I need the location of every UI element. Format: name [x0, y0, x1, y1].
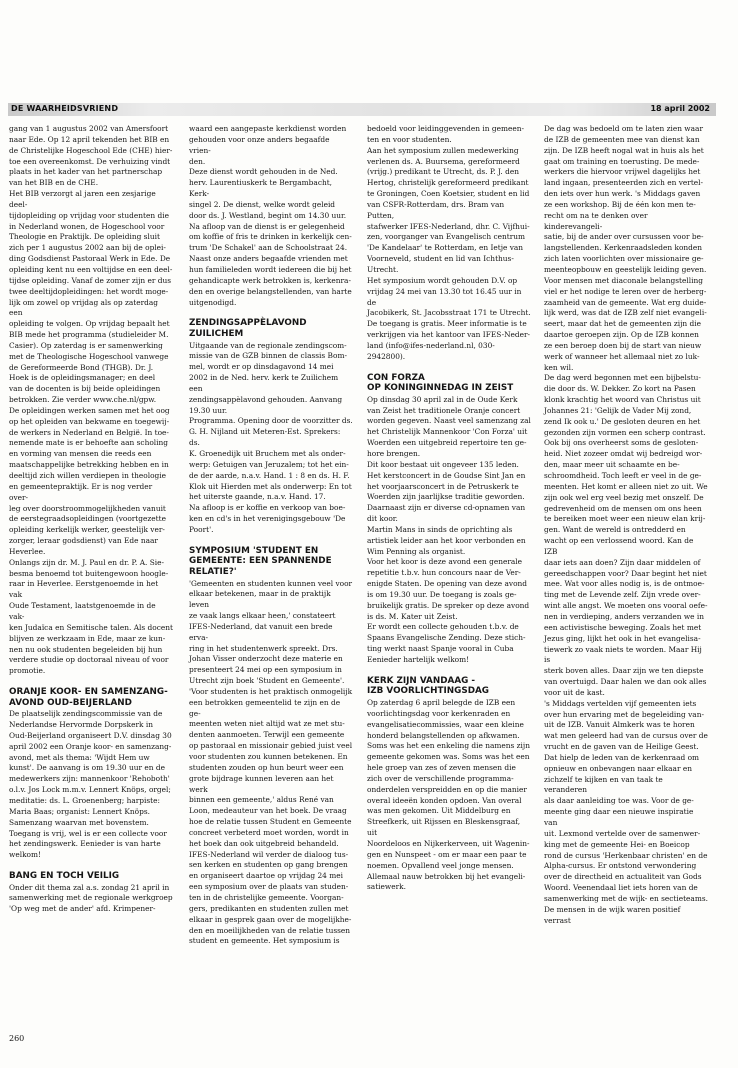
article-paragraph: bedoeld voor leidinggevenden in gemeen- ten en voor studenten. Aan het symposium zullen medewerking verlenen ds. A. Buursema, gereformeerd (vrijg.) predikant te Utrecht, ds. P. J. den Hertog, christelijk gereformeerd predikant te Groningen, Coen Koetsier, student en lid van CSFR-Rotterdam, drs. Bram van Putten, stafwerker IFES-Nederland, dhr. C. Vijfhui- zen, voorganger van Evangelisch centrum 'De Kandelaar' te Rotterdam, en Ietje van Voorneveld, student en lid van Ichthus- Utrecht. Het symposium wordt gehouden D.V. op vrijdag 24 mei van 13.30 tot 16.45 uur in de Jacobikerk, St. Jacobsstraat 171 te Utrecht. De toegang is gratis. Meer informatie is te verkrijgen via het kantoor van IFES-Neder- land (info@ifes-nederland.nl, 030- 2942800).	[367, 124, 531, 361]
article-paragraph: 'Gemeenten en studenten kunnen veel voor elkaar betekenen, maar in de praktijk leven ze vaak langs elkaar heen,' constateert IFES-Nederland, dat vanuit een brede erva- ring in het studentenwerk spreekt. Drs. Johan Visser onderzocht deze materie en presenteert 24 mei op een symposium in Utrecht zijn boek 'Student en Gemeente'. 'Voor studenten is het praktisch onmogelijk een betrokken gemeentelid te zijn en de ge- meenten weten niet altijd wat ze met stu- denten aanmoeten. Terwijl een gemeente op pastoraal en missionair gebied juist veel voor studenten zou kunnen betekenen. En studenten zouden op hun beurt weer een grote bijdrage kunnen leveren aan het werk binnen een gemeente,' aldus René van Loon, medeauteur van het boek. De vraag hoe de relatie tussen Student en Gemeente concreet verbeterd moet worden, wordt in het boek dan ook uitgebreid behandeld. IFES-Nederland wil verder de dialoog tus- sen kerken en studenten op gang brengen en organiseert daartoe op vrijdag 24 mei een symposium over de plaats van studen- ten in de christelijke gemeente. Voorgan- gers, predikanten en studenten zullen met elkaar in gesprek gaan over de mogelijkhe- den en moeilijkheden van de relatie tussen student en gemeente. Het symposium is	[189, 578, 353, 946]
article-heading: SYMPOSIUM 'STUDENT EN GEMEENTE: EEN SPANNENDE RELATIE?'	[189, 545, 332, 577]
text-column-4	[544, 124, 708, 926]
running-header	[8, 103, 716, 116]
article-paragraph: gang van 1 augustus 2002 van Amersfoort naar Ede. Op 12 april tekenden het BIB en de Christelijke Hogeschool Ede (CHE) hier- toe een overeenkomst. De verhuizing vindt plaats in het kader van het partnerschap van het BIB en de CHE. Het BIB verzorgt al jaren een zesjarige deel- tijdopleiding op vrijdag voor studenten die in Nederland wonen, de Hogeschool voor Theologie en Praktijk. De opleiding sluit zich per 1 augustus 2002 aan bij de oplei- ding Godsdienst Pastoraal Werk in Ede. De opleiding kent nu een voltijdse en een deel- tijdse opleiding. Vanaf de zomer zijn er dus twee deeltijdopleidingen: het wordt moge- lijk om zowel op vrijdag als op zaterdag een opleiding te volgen. Op vrijdag bepaalt het BIB mede het programma (studieleider M. Casier). Op zaterdag is er samenwerking met de Theologische Hogeschool vanwege de Gereformeerde Bond (THGB). Dr. J. Hoek is de opleidingsmanager; en deel van de docenten is bij beide opleidingen betrokken. Zie verder www.che.nl/gpw. De opleidingen werken samen met het oog op het opleiden van bekwame en toegewij- de werkers in Nederland en België. In toe- nemende mate is er behoefte aan scholing en vorming van mensen die reeds een maatschappelijke betrekking hebben en in deeltijd zich willen verdiepen in theologie en gemeentepraktijk. Er is nog verder over- leg over doorstroommogelijkheden vanuit de eerstegraadsopleidingen (voortgezette opleiding kerkelijk werker, geestelijk ver- zorger, leraar godsdienst) van Ede naar Heverlee. Onlangs zijn dr. M. J. Paul en dr. P. A. Sie- besma benoemd tot buitengewoon hoogle- raar in Heverlee. Eerstgenoemde in het vak Oude Testament, laatstgenoemde in de vak- ken Judaïca en Semitische talen. Als docent blijven ze werkzaam in Ede, maar ze kun- nen nu ook studenten begeleiden bij hun verdere studie op doctoraal niveau of voor promotie.	[9, 124, 173, 676]
issue-date: 18 april 2002	[650, 104, 710, 113]
text-column-2	[189, 124, 353, 947]
text-column-1	[9, 124, 173, 915]
article-heading: CON FORZA OP KONINGINNEDAG IN ZEIST	[367, 372, 514, 394]
article-paragraph: waard een aangepaste kerkdienst worden gehouden voor onze anders begaafde vrien- den. Deze dienst wordt gehouden in de Ned. herv. Laurentiuskerk te Bergambacht, Kerk- singel 2. De dienst, welke wordt geleid door ds. J. Westland, begint om 14.30 uur. Na afloop van de dienst is er gelegenheid om koffie of fris te drinken in kerkelijk cen- trum 'De Schakel' aan de Schoolstraat 24. Naast onze anders begaafde vrienden met hun familieleden wordt iedereen die bij het gehandicapte werk betrokken is, kerkenra- den en overige belangstellenden, van harte uitgenodigd.	[189, 124, 352, 307]
publication-title: DE WAARHEIDSVRIEND	[11, 104, 119, 113]
article-heading: ZENDINGSAPPÈLAVOND ZUILICHEM	[189, 318, 307, 339]
article-paragraph: De dag was bedoeld om te laten zien waar de IZB de gemeenten mee van dienst kan zijn. De IZB heeft nogal wat in huis als het gaat om training en toerusting. De mede- werkers die hiervoor vrijwel dagelijks het land ingaan, presenteerden zich en vertel- den iets over hun werk. 's Middags gaven ze een workshop. Bij de één kon men te- recht om na te denken over kinderevangeli- satie, bij de ander over cursussen voor be- langstellenden. Kerkenraadsleden konden zich laten voorlichten over missionaire ge- meenteopbouw en geestelijk leiding geven. Voor mensen met diaconale belangstelling viel er het nodige te leren over de herberg- zaamheid van de gemeente. Wat erg duide- lijk werd, was dat de IZB zelf niet evangeli- seert, maar dat het de gemeenten zijn die daartoe geroepen zijn. Op de IZB konnen ze een beroep doen bij de start van nieuw werk of wanneer het allemaal niet zo luk- ken wil. De dag werd begonnen met een bijbelstu- die door ds. W. Dekker. Zo kort na Pasen klonk krachtig het woord van Christus uit Johannes 21: 'Gelijk de Vader Mij zond, zend Ik ook u.' De gesloten deuren en het gezonden zijn vormen een scherp contrast. Ook bij ons overheerst soms de gesloten- heid. Niet zozeer omdat wij bedreigd wor- den, maar meer uit schaamte en be- schroomdheid. Toch leeft er veel in de ge- meenten. Het komt er alleen niet zo uit. We zijn ook wel erg veel bezig met onszelf. De gedrevenheid om de mensen om ons heen te bereiken moet weer een nieuw elan krij- gen. Want de wereld is ontredderd en wacht op een verlossend woord. Kan de IZB daar iets aan doen? Zijn daar middelen of gereedschappen voor? Daar begint het niet mee. Wat voor alles nodig is, is de ontmoe- ting met de Levende zelf. Zijn vrede over- wint alle angst. We moeten ons vooral oefe- nen in verdieping, anders verzanden we in een activistische beweging. Zoals het met Jezus ging, lijkt het ook in het evangelisa- tiewerk zo vaak niets te worden. Maar Hij is sterk boven alles. Daar zijn we ten diepste van overtuigd. Daar halen we dan ook alles voor uit de kast. 's Middags vertelden vijf gemeenten iets over hun ervaring met de begeleiding van- uit de IZB. Vanuit Almkerk was te horen wat men geleerd had van de cursus over de vrucht en de gaven van de Heilige Geest. Dat hielp de leden van de kerkenraad om opnieuw en onbevangen naar elkaar en zichzelf te kijken en van taak te veranderen als daar aanleiding toe was. Voor de ge- meente ging daar een nieuwe inspiratie van uit. Lexmond vertelde over de samenwer- king met de gemeente Hei- en Boeicop rond de cursus 'Herkenbaar christen' en de Alpha-cursus. Er ontstond verwondering over de directheid en actualiteit van Gods Woord. Veenendaal liet iets horen van de samenwerking met de wijk- en sectieteams. De mensen in de wijk waren positief verrast	[544, 124, 708, 925]
article-paragraph: Op zaterdag 6 april belegde de IZB een voorlichtingsdag voor kerkenraden en evangelisatiecommissies, waar een kleine honderd belangstellenden op afkwamen. Soms was het een enkeling die namens zijn gemeente gekomen was. Soms was het een hele groep van zes of zeven mensen die zich over de verschillende programma- onderdelen verspreidden en op die manier overal ideeën konden opdoen. Van overal was men gekomen. Uit Middelburg en Streefkerk, uit Rijssen en Bleskensgraaf, uit Noordeloos en Nijkerkerveen, uit Wagenin- gen en Nunspeet - om er maar een paar te noemen. Opvallend veel jonge mensen. Allemaal nauw betrokken bij het evangeli- satiewerk.	[367, 698, 530, 892]
article-heading: BANG EN TOCH VEILIG	[9, 871, 120, 882]
page-number: 260	[9, 1034, 25, 1043]
article-heading: KERK ZIJN VANDAAG - IZB VOORLICHTINGSDAG	[367, 675, 490, 697]
article-paragraph: Op dinsdag 30 april zal in de Oude Kerk van Zeist het traditionele Oranje concert worden gegeven. Naast veel samenzang zal het Christelijk Mannenkoor 'Con Forza' uit Woerden een uitgebreid repertoire ten ge- hore brengen. Dit koor bestaat uit ongeveer 135 leden. Het kerstconcert in de Goudse Sint Jan en het voorjaarsconcert in de Petruskerk te Woerden zijn jaarlijkse traditie geworden. Daarnaast zijn er diverse cd-opnamen van dit koor. Martin Mans in sinds de oprichting als artistiek leider aan het koor verbonden en Wim Penning als organist. Voor het koor is deze avond een generale repetitie t.b.v. hun concours naar de Ver- enigde Staten. De opening van deze avond is om 19.30 uur. De toegang is zoals ge- bruikelijk gratis. De spreker op deze avond is ds. M. Kater uit Zeist. Er wordt een collecte gehouden t.b.v. de Spaans Evangelische Zending. Deze stich- ting werkt naast Spanje vooral in Cuba Eenieder hartelijk welkom!	[367, 394, 531, 664]
article-heading: ORANJE KOOR- EN SAMENZANG- AVOND OUD-BEIJERLAND	[9, 687, 168, 708]
text-column-3	[367, 124, 531, 893]
article-paragraph: Uitgaande van de regionale zendingscom- missie van de GZB binnen de classis Bom- mel, wordt er op dinsdagavond 14 mei 2002 in de Ned. herv. kerk te Zuilichem een zendingsappèlavond gehouden. Aanvang 19.30 uur. Programma. Opening door de voorzitter ds. G. H. Nijland uit Meteren-Est. Sprekers: ds. K. Groenedijk uit Bruchem met als onder- werp: Getuigen van Jeruzalem; tot het ein- de der aarde, n.a.v. Hand. 1 : 8 en ds. H. F. Klok uit Hierden met als onderwerp: En tot het uiterste gaande, n.a.v. Hand. 17. Na afloop is er koffie en verkoop van boe- ken en cd's in het verenigingsgebouw 'De Poort'.	[189, 340, 353, 534]
article-paragraph: De plaatselijk zendingscommissie van de Nederlandse Hervormde Dorpskerk in Oud-Beijerland organiseert D.V. dinsdag 30 april 2002 een Oranje koor- en samenzang- avond, met als thema: 'Wijdt Hem uw kunst'. De aanvang is om 19.30 uur en de medewerkers zijn: mannenkoor 'Rehoboth' o.l.v. Jos Lock m.m.v. Lennert Knöps, orgel; meditatie: ds. L. Groenenberg; harpiste: Maria Baas; organist: Lennert Knöps. Samenzang waarvan met bovenstem. Toegang is vrij, wel is er een collecte voor het zendingswerk. Eenieder is van harte welkom!	[9, 709, 172, 860]
article-paragraph: Onder dit thema zal a.s. zondag 21 april in samenwerking met de regionale werkgroep 'Op weg met de ander' afd. Krimpener-	[9, 882, 173, 914]
